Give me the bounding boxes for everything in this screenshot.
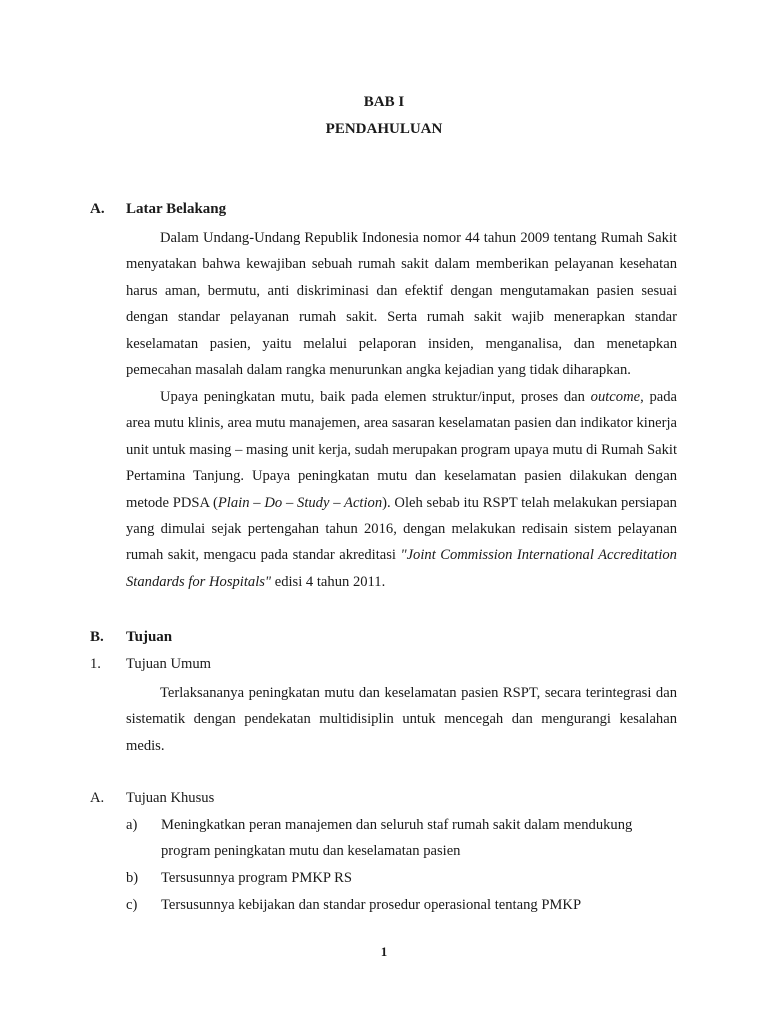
section-a-paragraph-2: Upaya peningkatan mutu, baik pada elemen struktur/input, proses dan outcome, pada area mutu klinis, area mutu manajemen, area sasaran keselamatan pasien dan indikator kinerja unit untuk masing – masing unit kerja, sudah merupakan program upaya mutu di Rumah Sakit Pertamina Tanjung. Upaya peningkatan mutu dan keselamatan pasien dilakukan dengan metode PDSA (Plain – Do – Study – Action). Oleh sebab itu RSPT telah melakukan persiapan yang dimulai sejak pertengahan tahun 2016, dengan melakukan redisain sistem pelayanan rumah sakit, mengacu pada standar akreditasi "Joint Commission International Accreditation Standards for Hospitals" edisi 4 tahun 2011. xyxy=(126,389,677,590)
list-item-text: Tersusunnya kebijakan dan standar prosedur operasional tentang PMKP xyxy=(161,897,582,913)
subsection-2-marker: A. xyxy=(90,790,105,806)
jci-standard-term: "Joint Commission International Accreditation Standards for Hospitals" xyxy=(126,547,677,590)
list-item-text: Tersusunnya program PMKP RS xyxy=(161,870,352,886)
section-a-paragraph-1: Dalam Undang-Undang Republik Indonesia nomor 44 tahun 2009 tentang Rumah Sakit menyatakan bahwa kewajiban sebuah rumah sakit dalam memberikan pelayanan kesehatan harus aman, bermutu, anti diskriminasi dan efektif dengan mengutamakan pasien sesuai dengan standar pelayanan rumah sakit. Serta rumah sakit wajib menerapkan standar keselamatan pasien, yaitu melalui pelaporan insiden, menganalisa, dan menetapkan pemecahan masalah dalam rangka menurunkan angka kejadian yang tidak diharapkan. xyxy=(126,230,677,379)
page-number: 1 xyxy=(380,944,388,959)
outcome-term: outcome xyxy=(590,389,641,405)
section-a-heading: Latar Belakang xyxy=(126,201,227,217)
section-a-marker: A. xyxy=(90,201,105,217)
list-item-marker: a) xyxy=(126,817,138,833)
chapter-title: PENDAHULUAN xyxy=(325,121,443,137)
subsection-2-label: Tujuan Khusus xyxy=(126,790,215,806)
pdsa-term: Plain – Do – Study – Action xyxy=(217,494,383,511)
subsection-1-label: Tujuan Umum xyxy=(126,656,212,672)
list-item-marker: b) xyxy=(126,870,139,886)
list-item-marker: c) xyxy=(126,897,138,913)
subsection-1-paragraph: Terlaksananya peningkatan mutu dan keselamatan pasien RSPT, secara terintegrasi dan sistematik dengan pendekatan multidisiplin untuk mencegah dan mengurangi kesalahan medis. xyxy=(126,685,677,754)
section-b-marker: B. xyxy=(90,629,104,645)
list-item-text: Meningkatkan peran manajemen dan seluruh staf rumah sakit dalam mendukung program peningkatan mutu dan keselamatan pasien xyxy=(161,817,633,860)
chapter-number: BAB I xyxy=(363,94,405,110)
section-b-heading: Tujuan xyxy=(126,629,173,645)
subsection-1-marker: 1. xyxy=(90,656,101,672)
